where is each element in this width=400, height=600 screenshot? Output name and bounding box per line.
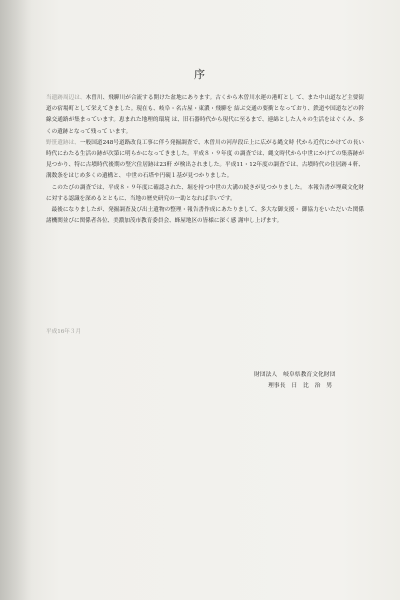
paragraph-1-text: 木曽川、飛騨川が合流する開けた盆地にあります。古くから木曽川水運の港町とし て、また中山道など主要街道の宿場町として栄えてきました。現在も、岐阜・名古屋・東濃・飛騨を 結ぶ交通の要衝となっており、鉄道や国道などの幹線交通路が集まっています。恵まれた地理的環境 は、旧石器時代から現代に至るまで、連綿とした人々の生活をはぐくみ、多くの遺跡となって残って います。 xyxy=(46,95,364,135)
paragraph-1-lead: 当遺跡周辺は、 xyxy=(46,95,86,101)
page-binding-shadow xyxy=(0,0,32,600)
signatory-role: 理事長 xyxy=(268,383,286,389)
paragraph-4 xyxy=(46,205,364,227)
paragraph-2-lead: 野笹遺跡は、 xyxy=(46,139,80,146)
signature-person-row xyxy=(254,381,374,392)
paragraph-3 xyxy=(46,183,364,205)
organization-prefix: 財団法人 xyxy=(254,372,278,378)
signature-organization-row xyxy=(254,370,374,381)
paragraph-4-text: 最後になりましたが、発掘調査及び出土遺物の整理・報告書作成にあたりまして、多大な御支援・ 御協力をいただいた関係諸機関並びに関係者各位、美濃加茂市教育委員会、蜂屋地区の皆様に深く感 謝申し上げます。 xyxy=(46,207,364,225)
paragraph-1 xyxy=(46,93,364,138)
paragraph-3-text: このたびの調査では、平成８・９年度に確認された、堀を持つ中世の大溝の続きが見つかりました。 本報告書が埋蔵文化財に対する認識を深めるとともに、当地の歴史研究の一助となれば幸いです。 xyxy=(46,184,364,202)
organization-name: 岐阜県教育文化財団 xyxy=(283,372,336,378)
signature-block xyxy=(254,370,374,392)
signatory-name: 日 比 治 男 xyxy=(291,383,332,389)
paragraph-2 xyxy=(46,138,364,183)
preface-date: 平成16年３月 xyxy=(46,329,82,335)
preface-body xyxy=(46,93,364,227)
paragraph-2-text: 一般国道248号道路改良工事に伴う発掘調査で、木曽川の河岸段丘上に広がる縄文時 代から近代にかけての長い時代にわたる生活の跡が次第に明らかになってきました。平成８・９年度 の調査では、縄文時代から中世にかけての集落跡が見つかり、特に古墳時代後期の竪穴住居跡は23軒 が検出されました。平成11・12年度の調査では、古墳時代の住居跡４軒、溝数条をはじめ多くの遺構と、 中世の石塔や円硯１基が見つかりました。 xyxy=(46,139,364,180)
preface-title: 序 xyxy=(194,68,206,81)
